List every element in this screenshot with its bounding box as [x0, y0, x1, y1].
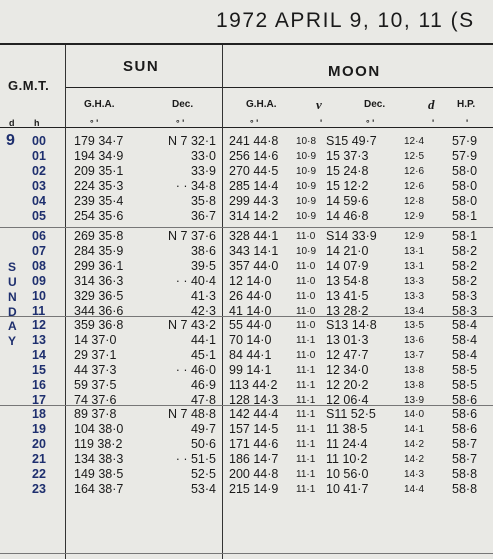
moon-d-cell: 12·6	[404, 181, 425, 192]
sun-gha-cell: 329 36·5	[74, 289, 124, 303]
hour-cell: 07	[32, 244, 46, 258]
moon-hp-cell: 58·6	[452, 393, 478, 407]
moon-d-cell: 12·4	[404, 136, 425, 147]
hour-cell: 12	[32, 318, 46, 332]
table-bottom-rule	[0, 553, 493, 554]
hour-cell: 21	[32, 452, 46, 466]
moon-v-cell: 10·8	[296, 136, 317, 147]
table-row	[0, 304, 493, 319]
sun-gha-cell: 104 38·0	[74, 422, 124, 436]
moon-v-cell: 11·1	[296, 454, 316, 465]
sun-dec-header: Dec.	[172, 99, 194, 110]
moon-hp-cell: 58·5	[452, 363, 478, 377]
moon-dec-cell: S13 14·8	[326, 318, 377, 332]
sun-dec-cell: 45·1	[190, 348, 216, 362]
moon-dec-cell: 15 37·3	[326, 149, 369, 163]
sun-dec-cell: N 7 37·6	[168, 229, 216, 243]
moon-v-cell: 11·0	[296, 350, 316, 361]
moon-d-cell: 13·7	[404, 350, 425, 361]
moon-dec-cell: 13 54·8	[326, 274, 369, 288]
moon-gha-cell: 314 14·2	[229, 209, 279, 223]
table-row	[0, 467, 493, 482]
sun-dec-cell: 36·7	[190, 209, 216, 223]
moon-v-cell: 10·9	[296, 151, 317, 162]
sun-dec-cell: N 7 43·2	[168, 318, 216, 332]
hour-cell: 18	[32, 407, 46, 421]
sun-dec-cell: 52·5	[190, 467, 216, 481]
weekday-letter: A	[8, 319, 17, 333]
moon-v-cell: 10·9	[296, 211, 317, 222]
moon-gha-header: G.H.A.	[246, 99, 277, 110]
moon-d-cell: 14·0	[404, 409, 425, 420]
moon-gha-cell: 256 14·6	[229, 149, 279, 163]
table-row	[0, 437, 493, 452]
table-row	[0, 164, 493, 179]
hour-cell: 03	[32, 179, 46, 193]
sun-gha-cell: 284 35·9	[74, 244, 124, 258]
moon-d-cell: 13·3	[404, 291, 425, 302]
sun-gha-cell: 209 35·1	[74, 164, 124, 178]
moon-hp-cell: 58·3	[452, 304, 478, 318]
moon-d-cell: 13·4	[404, 306, 425, 317]
moon-hp-cell: 58·3	[452, 289, 478, 303]
table-row	[0, 149, 493, 164]
sun-gha-cell: 269 35·8	[74, 229, 124, 243]
hour-cell: 20	[32, 437, 46, 451]
moon-gha-cell: 299 44·3	[229, 194, 279, 208]
moon-dec-cell: S14 33·9	[326, 229, 377, 243]
moon-gha-cell: 41 14·0	[229, 304, 272, 318]
sun-dec-cell: 50·6	[190, 437, 216, 451]
hour-cell: 19	[32, 422, 46, 436]
sun-dec-cell: 44·1	[190, 333, 216, 347]
moon-gha-cell: 215 14·9	[229, 482, 279, 496]
sun-dec-cell: 39·5	[190, 259, 216, 273]
moon-d-unit: '	[432, 118, 435, 128]
sun-dec-unit: ° '	[176, 118, 185, 128]
moon-gha-cell: 157 14·5	[229, 422, 279, 436]
moon-hp-cell: 58·4	[452, 348, 478, 362]
table-row	[0, 194, 493, 209]
moon-v-cell: 11·0	[296, 306, 316, 317]
sun-gha-cell: 134 38·3	[74, 452, 124, 466]
sun-dec-cell: 35·8	[190, 194, 216, 208]
moon-v-cell: 11·0	[296, 320, 316, 331]
moon-d-cell: 13·8	[404, 380, 425, 391]
hour-cell: 04	[32, 194, 46, 208]
hour-cell: 15	[32, 363, 46, 377]
hour-cell: 01	[32, 149, 46, 163]
hour-cell: 14	[32, 348, 46, 362]
moon-hp-cell: 58·4	[452, 333, 478, 347]
sun-gha-cell: 74 37·6	[74, 393, 117, 407]
table-top-rule	[0, 43, 493, 45]
weekday-letter: S	[8, 260, 17, 274]
table-row	[0, 452, 493, 467]
sun-gha-cell: 119 38·2	[74, 437, 123, 451]
moon-hp-cell: 58·0	[452, 179, 478, 193]
moon-dec-cell: 12 34·0	[326, 363, 369, 377]
moon-v-cell: 11·1	[296, 424, 316, 435]
moon-dec-cell: 12 06·4	[326, 393, 369, 407]
moon-hp-cell: 58·0	[452, 164, 478, 178]
hour-cell: 13	[32, 333, 46, 347]
moon-gha-cell: 12 14·0	[229, 274, 272, 288]
moon-dec-cell: 11 24·4	[326, 437, 368, 451]
moon-dec-cell: 15 24·8	[326, 164, 369, 178]
moon-gha-cell: 186 14·7	[229, 452, 279, 466]
moon-dec-cell: S15 49·7	[326, 134, 377, 148]
sun-header: SUN	[123, 58, 160, 75]
hour-cell: 23	[32, 482, 46, 496]
moon-dec-cell: 13 41·5	[326, 289, 369, 303]
moon-gha-cell: 70 14·0	[229, 333, 272, 347]
moon-hp-header: H.P.	[457, 99, 476, 110]
hour-cell: 17	[32, 393, 46, 407]
hour-cell: 16	[32, 378, 46, 392]
table-row	[0, 229, 493, 244]
gmt-header: G.M.T.	[8, 78, 50, 93]
moon-v-cell: 11·0	[296, 231, 316, 242]
moon-d-cell: 13·8	[404, 365, 425, 376]
moon-v-cell: 10·9	[296, 196, 317, 207]
hour-cell: 05	[32, 209, 46, 223]
table-row	[0, 209, 493, 224]
moon-d-cell: 12·9	[404, 231, 425, 242]
hour-cell: 06	[32, 229, 46, 243]
table-row	[0, 274, 493, 289]
moon-v-cell: 11·1	[296, 395, 316, 406]
moon-gha-cell: 55 44·0	[229, 318, 272, 332]
moon-dec-cell: 11 10·2	[326, 452, 368, 466]
sun-dec-cell: N 7 48·8	[168, 407, 216, 421]
moon-d-cell: 12·9	[404, 211, 425, 222]
table-row	[0, 333, 493, 348]
sun-dec-cell: 47·8	[190, 393, 216, 407]
table-row	[0, 318, 493, 333]
moon-d-cell: 13·1	[404, 261, 425, 272]
table-row	[0, 259, 493, 274]
table-row	[0, 422, 493, 437]
weekday-letter: Y	[8, 334, 17, 348]
moon-hp-cell: 58·6	[452, 422, 478, 436]
moon-dec-cell: 10 56·0	[326, 467, 369, 481]
sun-gha-cell: 179 34·7	[74, 134, 124, 148]
sun-gha-cell: 44 37·3	[74, 363, 117, 377]
moon-hp-cell: 58·8	[452, 482, 478, 496]
moon-dec-cell: 12 20·2	[326, 378, 369, 392]
moon-hp-cell: 58·4	[452, 318, 478, 332]
moon-hp-cell: 57·9	[452, 149, 478, 163]
hour-cell: 00	[32, 134, 46, 148]
group-header-rule	[66, 87, 493, 88]
moon-gha-cell: 26 44·0	[229, 289, 272, 303]
moon-d-cell: 13·3	[404, 276, 425, 287]
moon-dec-cell: 15 12·2	[326, 179, 369, 193]
block-rule-06	[0, 227, 493, 228]
moon-gha-cell: 343 14·1	[229, 244, 279, 258]
day-number: 9	[6, 132, 15, 149]
moon-v-cell: 11·1	[296, 469, 316, 480]
moon-gha-cell: 270 44·5	[229, 164, 279, 178]
moon-v-header: v	[316, 97, 322, 112]
sun-dec-cell: · · 46·0	[175, 363, 216, 377]
moon-d-cell: 13·5	[404, 320, 425, 331]
sun-dec-cell: 46·9	[190, 378, 216, 392]
moon-v-cell: 11·0	[296, 291, 316, 302]
page-title-text: 1972 APRIL 9, 10, 11 (S	[216, 9, 475, 32]
moon-gha-cell: 99 14·1	[229, 363, 272, 377]
sun-dec-cell: 38·6	[190, 244, 216, 258]
moon-v-cell: 11·0	[296, 261, 316, 272]
moon-hp-cell: 58·7	[452, 437, 478, 451]
moon-dec-cell: 11 38·5	[326, 422, 368, 436]
moon-hp-cell: 58·5	[452, 378, 478, 392]
hour-cell: 10	[32, 289, 46, 303]
sun-dec-cell: 41·3	[190, 289, 216, 303]
moon-dec-cell: 14 59·6	[326, 194, 369, 208]
moon-v-cell: 10·9	[296, 181, 317, 192]
moon-d-cell: 12·8	[404, 196, 425, 207]
sun-dec-cell: 33·9	[190, 164, 216, 178]
sun-dec-cell: N 7 32·1	[168, 134, 216, 148]
table-row	[0, 289, 493, 304]
hour-cell: 11	[32, 304, 46, 318]
moon-hp-cell: 57·9	[452, 134, 478, 148]
sun-dec-cell: 33·0	[190, 149, 216, 163]
moon-d-header: d	[428, 97, 435, 112]
moon-v-cell: 11·1	[296, 409, 316, 420]
hour-cell: 09	[32, 274, 46, 288]
moon-gha-cell: 142 44·4	[229, 407, 279, 421]
moon-gha-cell: 113 44·2	[229, 378, 278, 392]
sun-gha-cell: 14 37·0	[74, 333, 117, 347]
sun-gha-cell: 359 36·8	[74, 318, 124, 332]
moon-dec-unit: ° '	[366, 118, 375, 128]
day-unit: d	[9, 118, 15, 128]
table-row	[0, 179, 493, 194]
moon-header: MOON	[328, 63, 381, 80]
moon-dec-cell: 14 21·0	[326, 244, 369, 258]
moon-dec-cell: 10 41·7	[326, 482, 369, 496]
sun-dec-cell: · · 40·4	[175, 274, 216, 288]
moon-d-cell: 14·4	[404, 484, 425, 495]
column-header-rule	[0, 127, 493, 128]
sun-gha-cell: 239 35·4	[74, 194, 124, 208]
page-title	[0, 9, 493, 41]
moon-gha-cell: 200 44·8	[229, 467, 279, 481]
hour-unit: h	[34, 118, 40, 128]
sun-dec-cell: 42·3	[190, 304, 216, 318]
moon-d-cell: 14·3	[404, 469, 425, 480]
weekday-letter: D	[8, 305, 17, 319]
sun-gha-cell: 89 37·8	[74, 407, 117, 421]
moon-gha-cell: 328 44·1	[229, 229, 279, 243]
moon-gha-unit: ° '	[250, 118, 259, 128]
moon-gha-cell: 171 44·6	[229, 437, 279, 451]
table-row	[0, 134, 493, 149]
moon-gha-cell: 285 14·4	[229, 179, 279, 193]
table-row	[0, 348, 493, 363]
sun-gha-cell: 299 36·1	[74, 259, 124, 273]
moon-d-cell: 14·2	[404, 454, 425, 465]
table-row	[0, 393, 493, 408]
moon-v-cell: 11·1	[296, 365, 316, 376]
moon-hp-cell: 58·1	[452, 229, 478, 243]
moon-d-cell: 14·2	[404, 439, 425, 450]
sun-gha-cell: 224 35·3	[74, 179, 124, 193]
hour-cell: 22	[32, 467, 46, 481]
sun-gha-unit: ° '	[90, 118, 99, 128]
sun-dec-cell: 53·4	[190, 482, 216, 496]
moon-v-cell: 11·1	[296, 484, 316, 495]
weekday-letter: U	[8, 275, 17, 289]
sun-dec-cell: 49·7	[190, 422, 216, 436]
table-row	[0, 482, 493, 497]
sun-gha-cell: 344 36·6	[74, 304, 124, 318]
moon-hp-cell: 58·0	[452, 194, 478, 208]
moon-d-cell: 12·5	[404, 151, 425, 162]
moon-v-cell: 10·9	[296, 166, 317, 177]
hour-cell: 08	[32, 259, 46, 273]
sun-dec-cell: · · 34·8	[175, 179, 216, 193]
moon-hp-cell: 58·7	[452, 452, 478, 466]
moon-hp-cell: 58·2	[452, 259, 478, 273]
moon-dec-header: Dec.	[364, 99, 386, 110]
sun-gha-cell: 194 34·9	[74, 149, 124, 163]
moon-d-cell: 13·6	[404, 335, 425, 346]
moon-hp-cell: 58·6	[452, 407, 478, 421]
moon-dec-cell: 13 01·3	[326, 333, 369, 347]
sun-gha-cell: 254 35·6	[74, 209, 124, 223]
sun-gha-cell: 29 37·1	[74, 348, 117, 362]
weekday-letter: N	[8, 290, 17, 304]
moon-v-cell: 10·9	[296, 246, 317, 257]
moon-hp-unit: '	[466, 118, 469, 128]
hour-cell: 02	[32, 164, 46, 178]
sun-gha-cell: 314 36·3	[74, 274, 124, 288]
moon-hp-cell: 58·2	[452, 244, 478, 258]
moon-dec-cell: 13 28·2	[326, 304, 369, 318]
moon-dec-cell: S11 52·5	[326, 407, 376, 421]
sun-gha-header: G.H.A.	[84, 99, 115, 110]
moon-gha-cell: 128 14·3	[229, 393, 279, 407]
moon-dec-cell: 14 46·8	[326, 209, 369, 223]
moon-dec-cell: 14 07·9	[326, 259, 369, 273]
moon-d-cell: 13·9	[404, 395, 425, 406]
table-row	[0, 244, 493, 259]
moon-hp-cell: 58·8	[452, 467, 478, 481]
moon-v-unit: '	[320, 118, 323, 128]
moon-gha-cell: 357 44·0	[229, 259, 279, 273]
moon-gha-cell: 84 44·1	[229, 348, 272, 362]
moon-v-cell: 11·1	[296, 335, 316, 346]
moon-gha-cell: 241 44·8	[229, 134, 279, 148]
sun-gha-cell: 149 38·5	[74, 467, 124, 481]
moon-d-cell: 13·1	[404, 246, 425, 257]
moon-v-cell: 11·1	[296, 439, 316, 450]
moon-hp-cell: 58·1	[452, 209, 478, 223]
table-row	[0, 407, 493, 422]
moon-d-cell: 14·1	[404, 424, 425, 435]
sun-gha-cell: 164 38·7	[74, 482, 124, 496]
table-row	[0, 363, 493, 378]
moon-v-cell: 11·1	[296, 380, 316, 391]
moon-v-cell: 11·0	[296, 276, 316, 287]
sun-dec-cell: · · 51·5	[175, 452, 216, 466]
moon-hp-cell: 58·2	[452, 274, 478, 288]
moon-d-cell: 12·6	[404, 166, 425, 177]
sun-gha-cell: 59 37·5	[74, 378, 117, 392]
table-row	[0, 378, 493, 393]
moon-dec-cell: 12 47·7	[326, 348, 369, 362]
